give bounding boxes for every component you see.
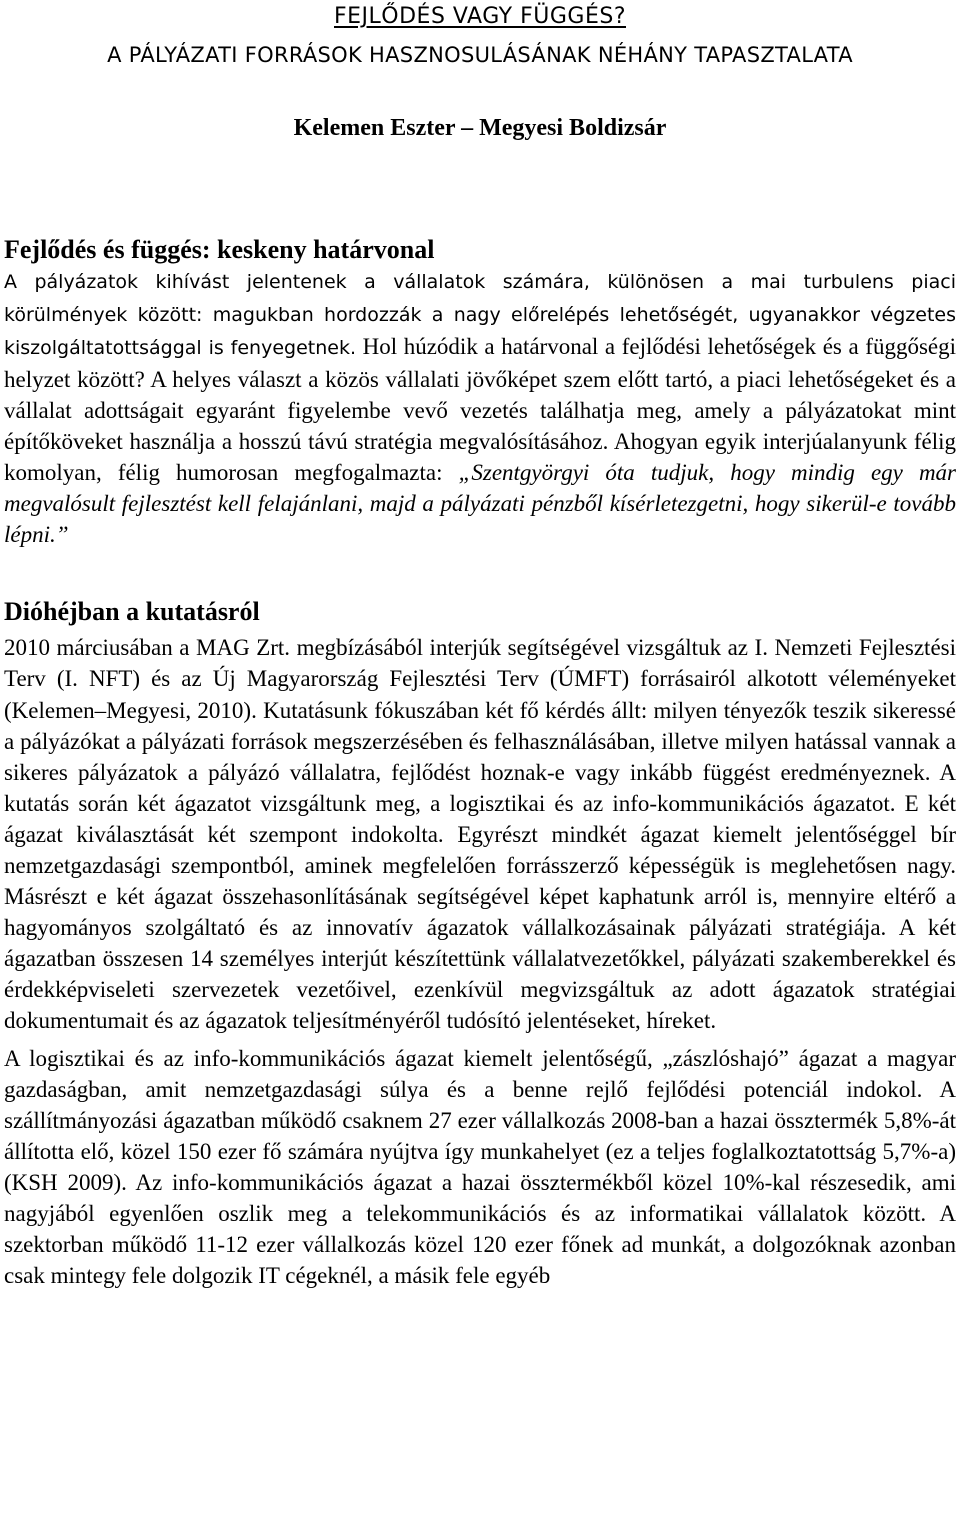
- intro-serif-text: Hol húzódik a határvonal a fejlődési lehetőségek és a függőségi helyzet között? A helyes választ a közös vállalati jövőképet szem előtt tartó, a piaci lehetőségeket és a vállalat adottságait egyaránt figyelembe vevő vezetés találhatja meg, amely a pályázatokat mint építőköveket használja a hosszú távú stratégia megvalósításához. Ahogyan egyik interjúalanyunk félig komolyan, félig humorosan megfogalmazta:: [4, 334, 956, 486]
- section-heading-kutatas: Dióhéjban a kutatásról: [4, 597, 260, 627]
- authors: Kelemen Eszter – Megyesi Boldizsár: [293, 115, 667, 141]
- document-page: [0, 2, 960, 1516]
- document-title: FEJLŐDÉS VAGY FÜGGÉS?: [334, 4, 626, 29]
- intro-sans-text: A pályázatok kihívást jelentenek a vállalatok számára, különösen a mai turbulens piaci körülmények között: magukban hordozzák a nagy előrelépés lehetőségét, ugyanakkor végzetes kiszolgáltatottsággal is fenyegetnek.: [4, 271, 956, 360]
- paragraph-intro: [4, 265, 956, 550]
- paragraph-sectors: A logisztikai és az info-kommunikációs ágazat kiemelt jelentőségű, „zászlóshajó” ágazat a magyar gazdaságban, amit nemzetgazdasági súlya és a benne rejlő fejlődési potenciál indokol. A szállítmányozási ágazatban működő csaknem 27 ezer vállalkozás 2008-ban a hazai össztermék 5,8%-át állította elő, közel 150 ezer fő számára nyújtva így munkahelyet (ez a teljes foglalkoztatottság 5,7%-a) (KSH 2009). Az info-kommunikációs ágazat a hazai össztermékből közel 10%-kal részesedik, ami nagyjából egyenlően oszlik meg a telekommunikációs és az informatikai vállalatok között. A szektorban működő 11-12 ezer vállalkozás közel 120 ezer főnek ad munkát, a dolgozóknak azonban csak mintegy fele dolgozik IT cégeknél, a másik fele egyéb: [4, 1046, 956, 1289]
- intro-quote: „Szentgyörgyi óta tudjuk, hogy mindig egy már megvalósult fejlesztést kell felajánlani, majd a pályázati pénzből kísérletezgetni, hogy sikerül-e tovább lépni.”: [4, 460, 957, 548]
- section-heading-fejlodes: Fejlődés és függés: keskeny határvonal: [4, 235, 435, 264]
- paragraph-research: 2010 márciusában a MAG Zrt. megbízásából interjúk segítségével vizsgáltuk az I. Nemzeti Fejlesztési Terv (I. NFT) és az Új Magyarország Fejlesztési Terv (ÚMFT) forrásairól alkotott véleményeket (Kelemen–Megyesi, 2010). Kutatásunk fókuszában két fő kérdés állt: milyen tényezők teszik sikeressé a pályázókat a pályázati források megszerzésében és felhasználásában, illetve milyen hatással vannak a sikeres pályázatok a pályázó vállalatra, fejlődést hoznak-e vagy inkább függést eredményeznek. A kutatás során két ágazatot vizsgáltunk meg, a logisztikai és az info-kommunikációs ágazatot. E két ágazat kiválasztását két szempont indokolta. Egyrészt mindkét ágazat kiemelt jelentőséggel bír nemzetgazdasági szempontból, aminek megfelelően forrásszerző képességük is meglehetősen nagy. Másrészt e két ágazat összehasonlításának segítségével képet kaphatunk arról is, mennyire eltérő a hagyományos szolgáltató és az innovatív ágazatok vállalkozásainak pályázati stratégiája. A két ágazatban összesen 14 személyes interjút készítettünk vállalatvezetőkkel, pályázati szakemberekkel és érdekképviseleti szervezetek vezetőivel, ezenkívül megvizsgáltuk az adott ágazatok stratégiai dokumentumait és az ágazatok teljesítményéről tudósító jelentéseket, híreket.: [4, 635, 956, 1033]
- document-subtitle: A PÁLYÁZATI FORRÁSOK HASZNOSULÁSÁNAK NÉHÁNY TAPASZTALATA: [107, 43, 853, 67]
